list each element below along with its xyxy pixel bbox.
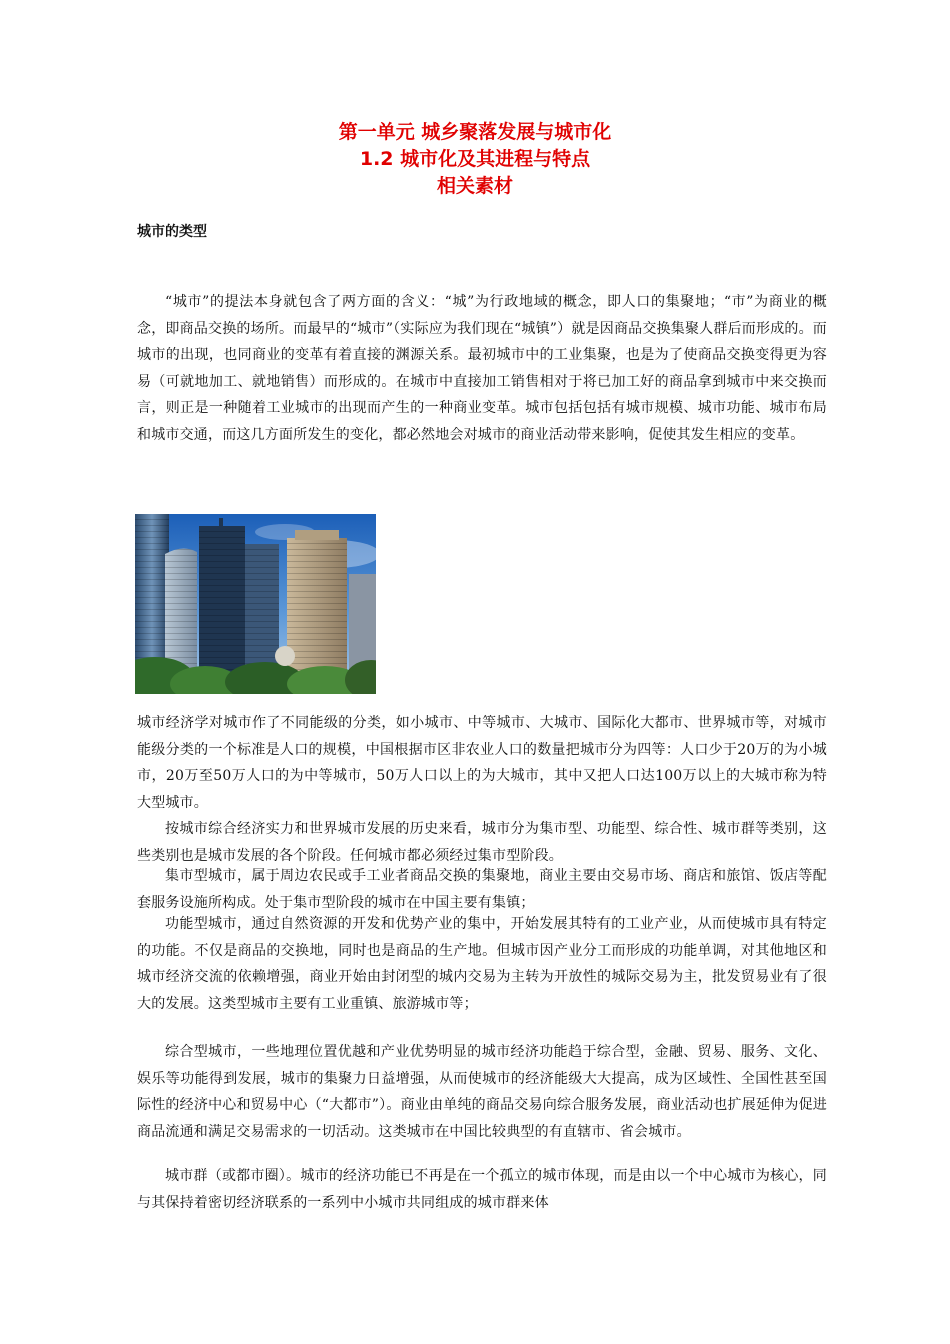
unit-title: 第一单元 城乡聚落发展与城市化 bbox=[338, 121, 612, 143]
paragraph-city-levels: 城市经济学对城市作了不同能级的分类，如小城市、中等城市、大城市、国际化大都市、世界城市等，对城市能级分类的一个标准是人口的规模，中国根据市区非农业人口的数量把城市分为四等：人口少于20万的为小城市，20万至50万人口的为中等城市，50万人口以上的为大城市，其中又把人口达100万以上的大城市称为特大型城市。 bbox=[137, 715, 827, 811]
paragraph-functional-city: 功能型城市，通过自然资源的开发和优势产业的集中，开始发展其特有的工业产业，从而使城市具有特定的功能。不仅是商品的交换地，同时也是商品的生产地。但城市因产业分工而形成的功能单调，对其他地区和城市经济交流的依赖增强，商业开始由封闭型的城内交易为主转为开放性的城际交易为主，批发贸易业有了很大的发展。这类型城市主要有工业重镇、旅游城市等； bbox=[137, 916, 827, 1012]
city-skyline-photo bbox=[135, 514, 376, 694]
lesson-title: 1.2 城市化及其进程与特点 bbox=[359, 148, 591, 170]
document-title-block bbox=[0, 119, 950, 200]
paragraph-city-cluster: 城市群（或都市圈）。城市的经济功能已不再是在一个孤立的城市体现，而是由以一个中心城市为核心，同与其保持着密切经济联系的一系列中小城市共同组成的城市群来体 bbox=[137, 1168, 827, 1211]
paragraph-comprehensive-city: 综合型城市，一些地理位置优越和产业优势明显的城市经济功能趋于综合型，金融、贸易、服务、文化、娱乐等功能得到发展，城市的集聚力日益增强，从而使城市的经济能级大大提高，成为区域性、全国性甚至国际性的经济中心和贸易中心（“大都市”）。商业由单纯的商品交易向综合服务发展，商业活动也扩展延伸为促进商品流通和满足交易需求的一切活动。这类城市在中国比较典型的有直辖市、省会城市。 bbox=[137, 1044, 827, 1140]
material-title: 相关素材 bbox=[436, 175, 513, 197]
paragraph-intro: “城市”的提法本身就包含了两方面的含义：“城”为行政地域的概念，即人口的集聚地；“市”为商业的概念，即商品交换的场所。而最早的“城市”（实际应为我们现在“城镇”）就是因商品交换集聚人群后而形成的。而城市的出现，也同商业的变革有着直接的渊源关系。最初城市中的工业集聚，也是为了使商品交换变得更为容易（可就地加工、就地销售）而形成的。在城市中直接加工销售相对于将已加工好的商品拿到城市中来交换而言，则正是一种随着工业城市的出现而产生的一种商业变革。城市包括包括有城市规模、城市功能、城市布局和城市交通，而这几方面所发生的变化，都必然地会对城市的商业活动带来影响，促使其发生相应的变革。 bbox=[137, 294, 827, 443]
paragraph-city-categories: 按城市综合经济实力和世界城市发展的历史来看，城市分为集市型、功能型、综合性、城市群等类别，这些类别也是城市发展的各个阶段。任何城市都必须经过集市型阶段。 bbox=[137, 821, 827, 864]
section-heading: 城市的类型 bbox=[137, 224, 207, 240]
paragraph-market-city: 集市型城市，属于周边农民或手工业者商品交换的集聚地，商业主要由交易市场、商店和旅馆、饭店等配套服务设施所构成。处于集市型阶段的城市在中国主要有集镇； bbox=[137, 868, 827, 911]
